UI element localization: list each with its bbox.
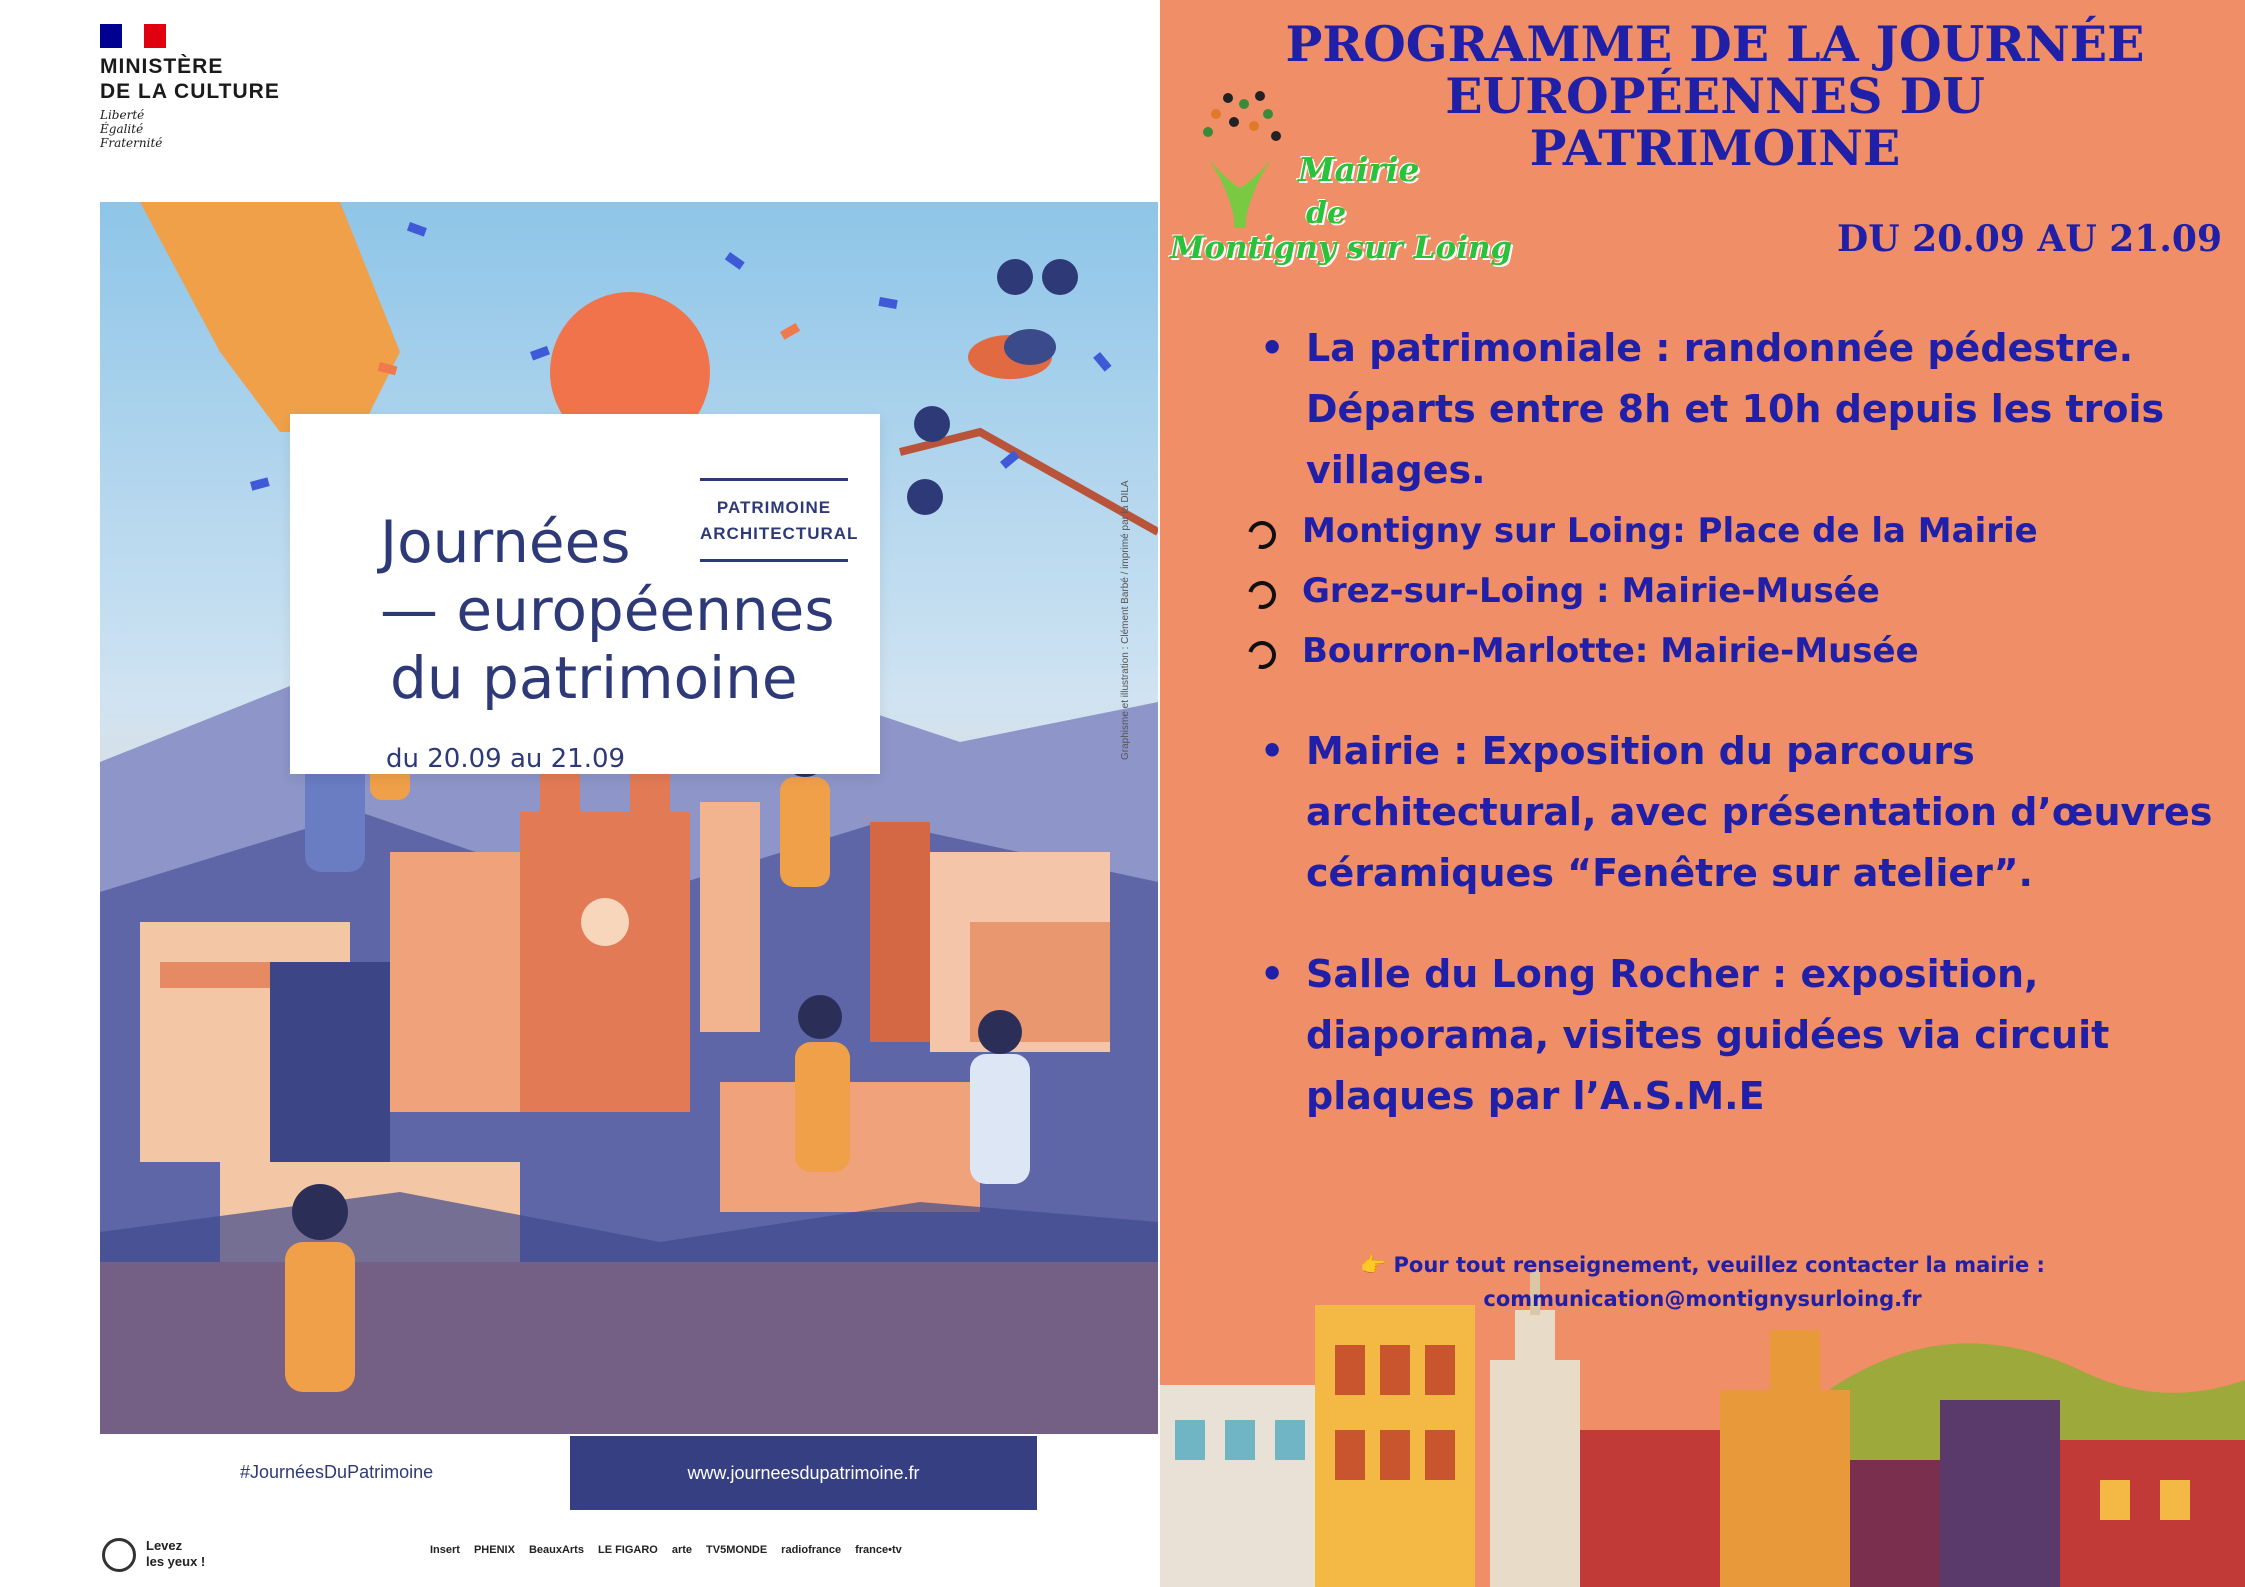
levez-line1: Levez (146, 1538, 183, 1553)
partner-logo: PHENIX (473, 1544, 515, 1556)
partner-logo: BeauxArts (528, 1544, 584, 1556)
departure-item (1244, 621, 2220, 681)
motto-fraternite: Fraternité (100, 136, 163, 150)
contact-info (1160, 1248, 2245, 1316)
poster-title-line2: — européennes (380, 576, 835, 644)
program-item-text: Salle du Long Rocher : exposition, diaporama, visites guidées via circuit plaques par l’A.S.M.E (1306, 952, 2110, 1118)
partner-logo: france•tv (855, 1544, 902, 1556)
contact-line1: 👉 Pour tout renseignement, veuillez contacter la mairie : (1360, 1253, 2045, 1277)
circle-bullet-icon (1243, 576, 1281, 614)
program-dates: DU 20.09 AU 21.09 (1837, 218, 2222, 260)
ministry-motto (100, 108, 162, 150)
departure-text: Grez-sur-Loing : Mairie-Musée (1302, 571, 1880, 611)
ministry-name-line2: DE LA CULTURE (100, 80, 280, 103)
levez-slogan (146, 1538, 205, 1570)
website-link[interactable]: www.journeesdupatrimoine.fr (687, 1462, 920, 1483)
ministry-name-line1: MINISTÈRE (100, 55, 224, 78)
program-item-long-rocher (1260, 944, 2220, 1127)
departure-text: Bourron-Marlotte: Mairie-Musée (1302, 631, 1919, 671)
poster-dates: du 20.09 au 21.09 (386, 744, 626, 774)
program-item-randonnee (1260, 318, 2220, 501)
motto-egalite: Égalité (100, 122, 144, 136)
program-item-text: Mairie : Exposition du parcours architectural, avec présentation d’œuvres céramiques “Fenêtre sur atelier”. (1306, 729, 2213, 895)
program-title-line3: PATRIMOINE (1529, 119, 1901, 177)
tag-rule-bottom (700, 559, 848, 562)
city-scene-illustration (100, 202, 1158, 1434)
poster-credit: Graphisme et illustration : Clément Barbé / imprimé par la DILA (1120, 480, 1131, 760)
poster-title-line3: du patrimoine (390, 644, 798, 712)
program-item-mairie (1260, 721, 2220, 904)
departure-item (1244, 501, 2220, 561)
program-panel (1160, 0, 2245, 1587)
poster-title-line1: Journées (380, 508, 631, 576)
partner-logo: TV5MONDE (706, 1544, 768, 1556)
partner-logo: arte (671, 1544, 693, 1556)
levez-line2: les yeux ! (146, 1554, 206, 1569)
poster-tag-line2: ARCHITECTURAL (700, 524, 859, 543)
poster-tag-line1: PATRIMOINE (716, 498, 832, 517)
partner-logo: radiofrance (781, 1544, 842, 1556)
program-item-text: La patrimoniale : randonnée pédestre. Départs entre 8h et 10h depuis les trois villages. (1306, 326, 2165, 492)
partner-logo: Insert (430, 1544, 460, 1556)
poster-illustration (100, 202, 1158, 1434)
tag-rule-top (700, 478, 848, 481)
motto-liberte: Liberté (100, 108, 145, 122)
levez-eye-icon (102, 1538, 136, 1572)
program-title-line1: PROGRAMME DE LA JOURNÉE (1285, 15, 2145, 73)
mairie-logo-line2: de (1306, 196, 1347, 231)
circle-bullet-icon (1243, 636, 1281, 674)
partner-logos (430, 1544, 902, 1556)
mairie-logo-line1: Mairie (1298, 150, 1420, 189)
program-list (1260, 318, 2220, 1127)
program-title-line2: EUROPÉENNES DU (1445, 67, 1985, 125)
partner-logo: LE FIGARO (597, 1544, 658, 1556)
departure-item (1244, 561, 2220, 621)
mairie-logo-line3: Montigny sur Loing (1170, 230, 1513, 266)
poster-hashtag: #JournéesDuPatrimoine (240, 1462, 434, 1482)
departure-text: Montigny sur Loing: Place de la Mairie (1302, 511, 2038, 551)
circle-bullet-icon (1243, 516, 1281, 554)
contact-email[interactable]: communication@montignysurloing.fr (1483, 1287, 1922, 1311)
marianne-flag-icon (100, 24, 166, 48)
ministry-name (100, 54, 280, 104)
website-banner[interactable] (570, 1436, 1037, 1510)
